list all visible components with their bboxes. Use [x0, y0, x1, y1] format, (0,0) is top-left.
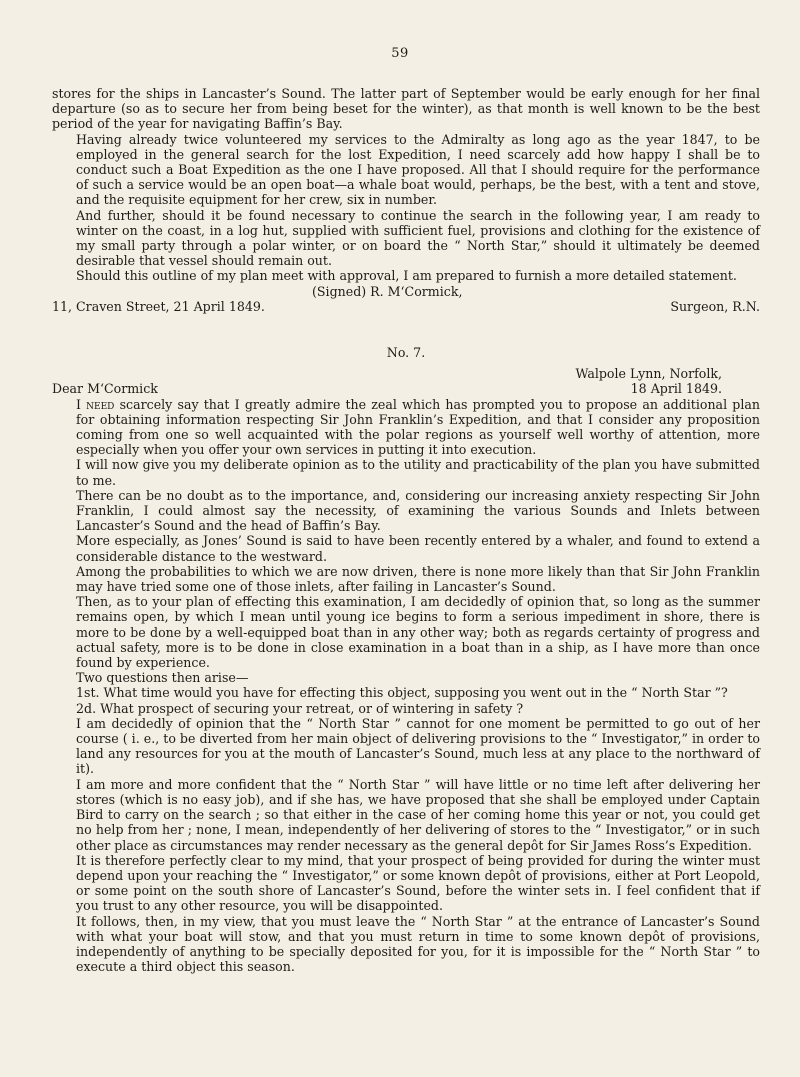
- paragraph: More especially, as Jones’ Sound is said to have been recently entered by a whaler, and found to extend a considerable distance to the westward.: [76, 533, 760, 564]
- paragraph: Among the probabilities to which we are now driven, there is none more likely than that Sir John Franklin may have tried some one of those inlets, after failing in Lancaster’s Sound.: [76, 563, 760, 595]
- paragraph: Two questions then arise—: [76, 670, 249, 686]
- page-number: 59: [391, 46, 409, 61]
- question: 1st. What time would you have for effecting this object, supposing you went out in the “ North Star ”?: [76, 685, 728, 701]
- second-letter: [52, 327, 760, 974]
- question: 2d. What prospect of securing your retreat, or of wintering in safety ?: [76, 700, 524, 716]
- salutation: Dear M‘Cormick: [52, 381, 158, 397]
- paragraph: It is therefore perfectly clear to my mind, that your prospect of being provided for during the winter must depend upon your reaching the “ Investigator,” or some known depôt of provisions, either at Port Leopold, or some point on the south shore of Lancaster’s Sound, before the winter sets in. I feel confident that if you trust to any other resource, you will be disappointed.: [76, 852, 760, 914]
- paragraph: Should this outline of my plan meet with approval, I am prepared to furnish a more detailed statement.: [76, 268, 737, 284]
- letter-date: 18 April 1849.: [630, 381, 722, 397]
- opening-word: I need: [76, 396, 115, 412]
- signature: (Signed) R. M‘Cormick,: [312, 283, 463, 299]
- first-letter: [52, 86, 760, 314]
- signatory-title: Surgeon, R.N.: [670, 298, 760, 314]
- paragraph: I am decidedly of opinion that the “ North Star ” cannot for one moment be permitted to go out of her course ( i. e., to be diverted from her main object of delivering provisions to the “ Investigator,” in order to land any resources for you at the mouth of Lancaster’s Sound, much less at any place to the northward of it).: [76, 715, 760, 777]
- signature-line: [52, 299, 760, 314]
- paragraph: It follows, then, in my view, that you must leave the “ North Star ” at the entrance of Lancaster’s Sound with what your boat will stow, and that you must return in time to some known depôt of provisions, independently of anything to be specially deposited for you, for it is impossible for the “ North Star ” to execute a third object this season.: [76, 913, 760, 975]
- paragraph: I am more and more confident that the “ North Star ” will have little or no time left after delivering her stores (which is no easy job), and if she has, we have proposed that she shall be employed under Captain Bird to carry on the search ; so that either in the case of her coming home this year or not, you could get no help from her ; none, I mean, independently of her delivering of stores to the “ Investigator,” or in such other place as circumstances may render necessary as the general depôt for Sir James Ross’s Expedition.: [76, 776, 760, 853]
- paragraph: Then, as to your plan of effecting this examination, I am decidedly of opinion that, so long as the summer remains open, by which I mean until young ice begins to form a serious impediment in shore, there is more to be done by a well-equipped boat than in any other way; both as regards certainty of progress and actual safety, more is to be done in close examination in a boat than in a ship, as I have more than once found by experience.: [76, 594, 760, 671]
- letter-place: Walpole Lynn, Norfolk,: [575, 366, 722, 382]
- paragraph: [52, 397, 760, 458]
- paragraph-text: scarcely say that I greatly admire the zeal which has prompted you to propose an additional plan for obtaining information respecting Sir John Franklin’s Expedition, and that I consider any proposition coming from one so well acquainted with the polar regions as yourself well worthy of attention, more especially when you offer your own services in putting it into execution.: [76, 396, 760, 458]
- paragraph: stores for the ships in Lancaster’s Sound. The latter part of September would be early enough for her final departure (so as to secure her from being beset for the winter), as that month is well known to be the best period of the year for navigating Baffin’s Bay.: [52, 86, 760, 132]
- salutation-row: [52, 381, 760, 396]
- address: 11, Craven Street, 21 April 1849.: [52, 298, 265, 314]
- paragraph: There can be no doubt as to the importance, and, considering our increasing anxiety respecting Sir John Franklin, I could almost say the necessity, of examining the various Sounds and Inlets between Lancaster’s Sound and the head of Baffin’s Bay.: [76, 487, 760, 534]
- paragraph: Having already twice volunteered my services to the Admiralty as long ago as the year 1847, to be employed in the general search for the lost Expedition, I need scarcely add how happy I shall be to conduct such a Boat Expedition as the one I have proposed. All that I should require for the performance of such a service would be an open boat—a whale boat would, perhaps, be the best, with a tent and stove, and the requisite equipment for her crew, six in number.: [76, 131, 760, 208]
- letter-number: No. 7.: [386, 345, 426, 360]
- paragraph: And further, should it be found necessary to continue the search in the following year, I am ready to winter on the coast, in a log hut, supplied with sufficient fuel, provisions and clothing for the existence of my small party through a polar winter, or on board the “ North Star,” should it ultimately be deemed desirable that vessel should remain out.: [76, 207, 760, 269]
- paragraph: I will now give you my deliberate opinion as to the utility and practicability of the plan you have submitted to me.: [76, 457, 760, 488]
